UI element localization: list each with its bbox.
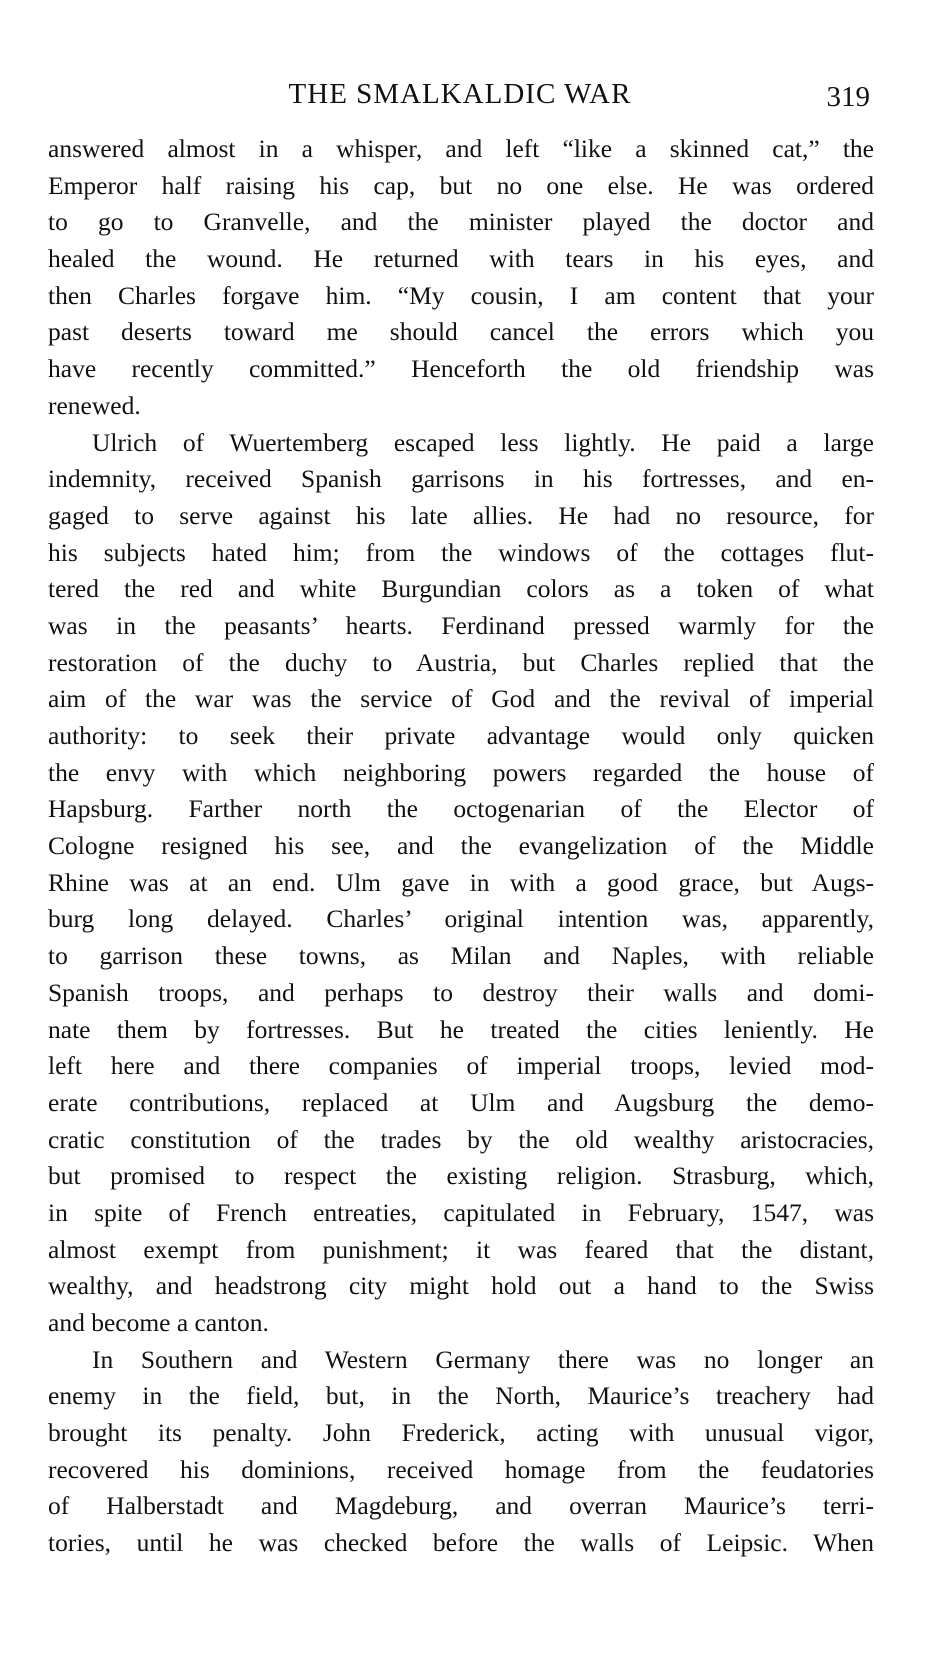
text-line: have recently committed.” Henceforth the old friendship was bbox=[48, 354, 874, 384]
text-line: burg long delayed. Charles’ original intention was, apparently, bbox=[48, 904, 874, 934]
text-line: erate contributions, replaced at Ulm and Augsburg the demo- bbox=[48, 1087, 874, 1117]
text-line: almost exempt from punishment; it was feared that the distant, bbox=[48, 1234, 874, 1264]
body-text bbox=[48, 131, 874, 1562]
text-line: aim of the war was the service of God and the revival of imperial bbox=[48, 684, 874, 714]
text-line: in spite of French entreaties, capitulated in February, 1547, was bbox=[48, 1197, 874, 1227]
text-line: but promised to respect the existing religion. Strasburg, which, bbox=[48, 1161, 874, 1191]
text-line: and become a canton. bbox=[48, 1308, 269, 1337]
paragraph-3 bbox=[48, 1342, 874, 1562]
text-line: to garrison these towns, as Milan and Naples, with reliable bbox=[48, 941, 874, 971]
text-line: Spanish troops, and perhaps to destroy their walls and domi- bbox=[48, 977, 874, 1007]
text-line: Emperor half raising his cap, but no one else. He was ordered bbox=[48, 170, 874, 200]
text-line: was in the peasants’ hearts. Ferdinand pressed warmly for the bbox=[48, 610, 874, 640]
text-line: past deserts toward me should cancel the errors which you bbox=[48, 317, 874, 347]
text-line: of Halberstadt and Magdeburg, and overran Maurice’s terri- bbox=[48, 1491, 874, 1521]
running-head bbox=[50, 74, 870, 114]
text-line: nate them by fortresses. But he treated the cities leniently. He bbox=[48, 1014, 874, 1044]
text-line: the envy with which neighboring powers regarded the house of bbox=[48, 757, 874, 787]
text-line: tories, until he was checked before the walls of Leipsic. When bbox=[48, 1528, 874, 1558]
paragraph-2 bbox=[48, 425, 874, 1342]
text-line: answered almost in a whisper, and left “like a skinned cat,” the bbox=[48, 134, 874, 163]
text-line: brought its penalty. John Frederick, acting with unusual vigor, bbox=[48, 1418, 874, 1448]
text-line: recovered his dominions, received homage from the feudatories bbox=[48, 1454, 874, 1484]
text-line: Cologne resigned his see, and the evangelization of the Middle bbox=[48, 831, 874, 861]
paragraph-1 bbox=[48, 131, 874, 425]
text-line: renewed. bbox=[48, 390, 141, 420]
text-line: In Southern and Western Germany there was no longer an bbox=[92, 1344, 874, 1374]
text-line: Ulrich of Wuertemberg escaped less lightly. He paid a large bbox=[92, 427, 874, 457]
text-line: enemy in the field, but, in the North, Maurice’s treachery had bbox=[48, 1381, 874, 1411]
chapter-title: THE SMALKALDIC WAR bbox=[288, 78, 632, 110]
text-line: tered the red and white Burgundian colors as a token of what bbox=[48, 574, 874, 604]
text-line: left here and there companies of imperial troops, levied mod- bbox=[48, 1051, 874, 1081]
text-line: healed the wound. He returned with tears in his eyes, and bbox=[48, 244, 874, 274]
text-line: his subjects hated him; from the windows of the cottages flut- bbox=[48, 537, 874, 567]
page-number: 319 bbox=[826, 81, 870, 113]
text-line: cratic constitution of the trades by the old wealthy aristocracies, bbox=[48, 1124, 874, 1154]
text-line: to go to Granvelle, and the minister played the doctor and bbox=[48, 207, 874, 237]
text-line: Hapsburg. Farther north the octogenarian of the Elector of bbox=[48, 794, 874, 824]
text-line: indemnity, received Spanish garrisons in his fortresses, and en- bbox=[48, 464, 874, 494]
text-line: authority: to seek their private advantage would only quicken bbox=[48, 721, 874, 750]
text-line: then Charles forgave him. “My cousin, I am content that your bbox=[48, 280, 874, 310]
text-line: gaged to serve against his late allies. He had no resource, for bbox=[48, 500, 874, 530]
text-line: Rhine was at an end. Ulm gave in with a good grace, but Augs- bbox=[48, 867, 874, 897]
text-line: wealthy, and headstrong city might hold out a hand to the Swiss bbox=[48, 1271, 874, 1301]
text-line: restoration of the duchy to Austria, but Charles replied that the bbox=[48, 647, 874, 677]
